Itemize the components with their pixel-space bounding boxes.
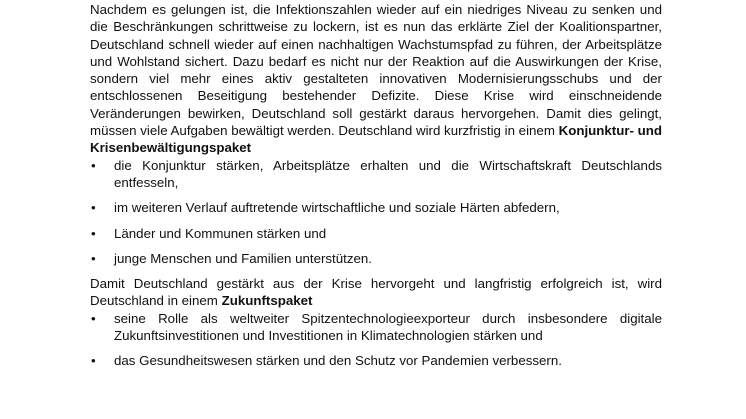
future-paragraph (90, 275, 662, 310)
list-item-text: Länder und Kommunen stärken und (114, 225, 327, 241)
future-paragraph-text: Damit Deutschland gestärkt aus der Krise hervorgeht und langfristig erfolgreich ist, wird Deutschland in einem (90, 276, 662, 309)
list-item (90, 157, 662, 192)
intro-paragraph (90, 0, 662, 157)
list-item-text: die Konjunktur stärken, Arbeitsplätze erhalten und die Wirtschaftskraft Deutschlands entfesseln, (114, 157, 662, 190)
future-list (90, 310, 662, 370)
list-item (90, 250, 662, 267)
document-page (90, 0, 662, 370)
intro-paragraph-text: Nachdem es gelungen ist, die Infektionszahlen wieder auf ein niedriges Niveau zu senken und die Beschränkungen schrittweise zu lockern, ist es nun das erklärte Ziel der Koalitionspartner, Deutschland schnell wieder auf einen nachhaltigen Wachstumspfad zu führen, der Arbeitsplätze und Wohlstand sichert. Dazu bedarf es nicht nur der Reaktion auf die Auswirkungen der Krise, sondern viel mehr eines aktiv gestalteten innovativen Modernisierungsschubs und der entschlossenen Beseitigung bestehender Defizite. Diese Krise wird einschneidende Veränderungen bewirken, Deutschland soll gestärkt daraus hervorgehen. Damit dies gelingt, müssen viele Aufgaben bewältigt werden. Deutschland wird kurzfristig in einem (90, 2, 662, 139)
intro-paragraph-bold: Konjunktur- und Krisenbewältigungspaket (90, 123, 662, 156)
list-item-text: im weiteren Verlauf auftretende wirtschaftliche und soziale Härten abfedern, (114, 200, 560, 216)
list-item (90, 310, 662, 345)
list-item (90, 225, 662, 242)
future-paragraph-bold: Zukunftspaket (221, 293, 313, 309)
list-item (90, 199, 662, 216)
list-item-text: junge Menschen und Familien unterstützen. (114, 250, 372, 266)
list-item (90, 352, 662, 369)
measures-list (90, 157, 662, 267)
list-item-text: seine Rolle als weltweiter Spitzentechnologieexporteur durch insbesondere digitale Zukunftsinvestitionen und Investitionen in Klimatechnologien stärken und (114, 310, 662, 344)
list-item-text: das Gesundheitswesen stärken und den Schutz vor Pandemien verbessern. (114, 353, 562, 369)
